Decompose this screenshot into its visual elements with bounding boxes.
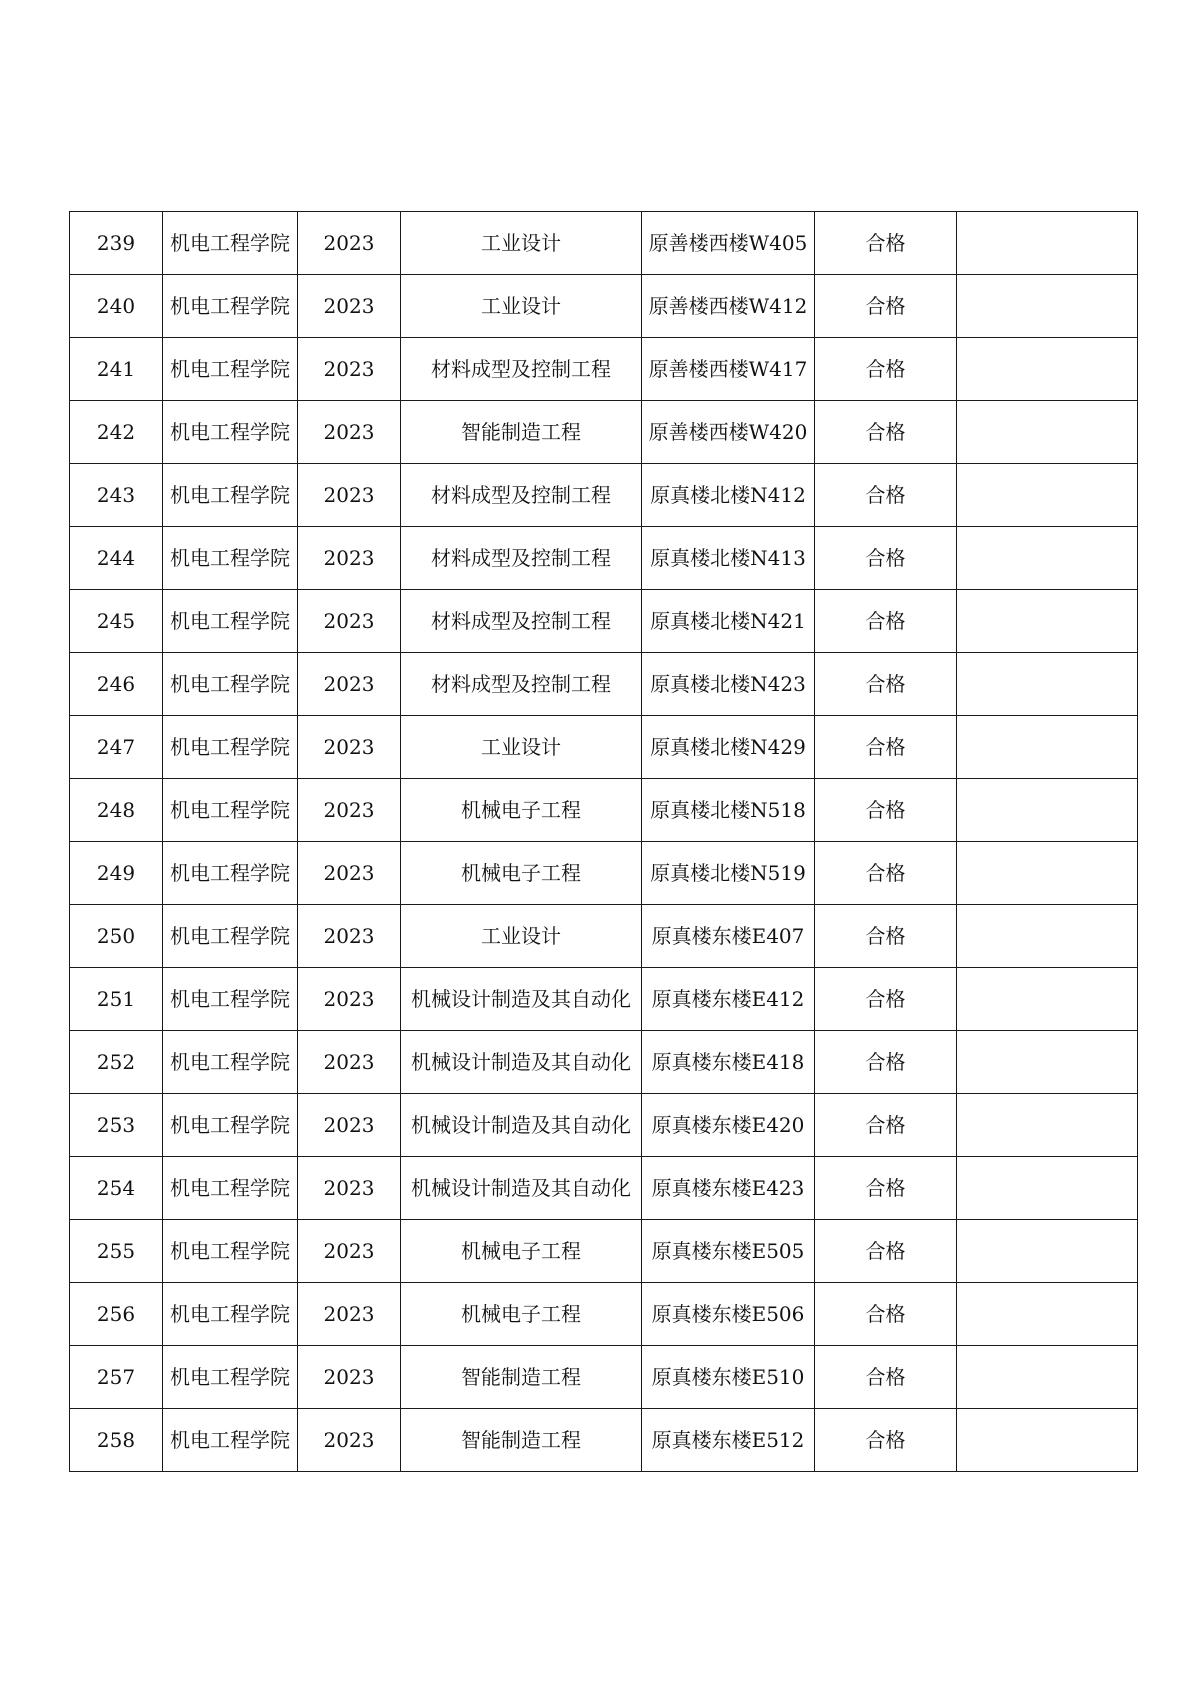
row-number-cell: 249 (70, 842, 163, 905)
major-cell: 机械电子工程 (401, 1220, 642, 1283)
result-cell: 合格 (815, 1283, 957, 1346)
college-cell: 机电工程学院 (163, 527, 298, 590)
result-cell: 合格 (815, 905, 957, 968)
row-number-cell: 258 (70, 1409, 163, 1472)
year-cell: 2023 (298, 275, 401, 338)
major-cell: 材料成型及控制工程 (401, 338, 642, 401)
room-cell: 原真楼北楼N413 (642, 527, 815, 590)
table-row (70, 1283, 1138, 1346)
row-number-cell: 246 (70, 653, 163, 716)
result-cell: 合格 (815, 968, 957, 1031)
note-cell (957, 1346, 1138, 1409)
table-row (70, 716, 1138, 779)
year-cell: 2023 (298, 338, 401, 401)
room-cell: 原真楼东楼E412 (642, 968, 815, 1031)
table-row (70, 1409, 1138, 1472)
table-row (70, 212, 1138, 275)
major-cell: 材料成型及控制工程 (401, 527, 642, 590)
room-cell: 原真楼东楼E418 (642, 1031, 815, 1094)
result-cell: 合格 (815, 590, 957, 653)
major-cell: 机械电子工程 (401, 842, 642, 905)
note-cell (957, 716, 1138, 779)
room-cell: 原真楼北楼N421 (642, 590, 815, 653)
row-number-cell: 254 (70, 1157, 163, 1220)
college-cell: 机电工程学院 (163, 968, 298, 1031)
major-cell: 智能制造工程 (401, 401, 642, 464)
college-cell: 机电工程学院 (163, 275, 298, 338)
year-cell: 2023 (298, 653, 401, 716)
result-cell: 合格 (815, 779, 957, 842)
note-cell (957, 464, 1138, 527)
major-cell: 材料成型及控制工程 (401, 464, 642, 527)
year-cell: 2023 (298, 464, 401, 527)
result-cell: 合格 (815, 275, 957, 338)
table-row (70, 338, 1138, 401)
room-cell: 原真楼东楼E510 (642, 1346, 815, 1409)
year-cell: 2023 (298, 1346, 401, 1409)
table-body (70, 212, 1138, 1472)
year-cell: 2023 (298, 905, 401, 968)
year-cell: 2023 (298, 1157, 401, 1220)
college-cell: 机电工程学院 (163, 716, 298, 779)
major-cell: 机械电子工程 (401, 779, 642, 842)
note-cell (957, 905, 1138, 968)
result-cell: 合格 (815, 1220, 957, 1283)
table-row (70, 464, 1138, 527)
year-cell: 2023 (298, 1409, 401, 1472)
row-number-cell: 241 (70, 338, 163, 401)
note-cell (957, 1157, 1138, 1220)
room-cell: 原善楼西楼W412 (642, 275, 815, 338)
row-number-cell: 255 (70, 1220, 163, 1283)
row-number-cell: 242 (70, 401, 163, 464)
table-row (70, 905, 1138, 968)
room-cell: 原真楼北楼N518 (642, 779, 815, 842)
note-cell (957, 968, 1138, 1031)
result-cell: 合格 (815, 212, 957, 275)
year-cell: 2023 (298, 527, 401, 590)
year-cell: 2023 (298, 842, 401, 905)
major-cell: 工业设计 (401, 212, 642, 275)
college-cell: 机电工程学院 (163, 1220, 298, 1283)
college-cell: 机电工程学院 (163, 1283, 298, 1346)
result-cell: 合格 (815, 1031, 957, 1094)
room-cell: 原真楼北楼N412 (642, 464, 815, 527)
table-row (70, 1346, 1138, 1409)
major-cell: 工业设计 (401, 716, 642, 779)
table-row (70, 590, 1138, 653)
room-cell: 原真楼东楼E512 (642, 1409, 815, 1472)
year-cell: 2023 (298, 1220, 401, 1283)
note-cell (957, 338, 1138, 401)
table-row (70, 1157, 1138, 1220)
row-number-cell: 247 (70, 716, 163, 779)
table-row (70, 842, 1138, 905)
row-number-cell: 240 (70, 275, 163, 338)
table-row (70, 1220, 1138, 1283)
room-cell: 原真楼东楼E505 (642, 1220, 815, 1283)
year-cell: 2023 (298, 1283, 401, 1346)
room-cell: 原善楼西楼W420 (642, 401, 815, 464)
college-cell: 机电工程学院 (163, 1409, 298, 1472)
college-cell: 机电工程学院 (163, 1031, 298, 1094)
room-cell: 原善楼西楼W417 (642, 338, 815, 401)
row-number-cell: 244 (70, 527, 163, 590)
college-cell: 机电工程学院 (163, 464, 298, 527)
college-cell: 机电工程学院 (163, 401, 298, 464)
major-cell: 机械设计制造及其自动化 (401, 1157, 642, 1220)
year-cell: 2023 (298, 716, 401, 779)
major-cell: 机械设计制造及其自动化 (401, 1031, 642, 1094)
note-cell (957, 212, 1138, 275)
room-cell: 原真楼东楼E407 (642, 905, 815, 968)
result-cell: 合格 (815, 527, 957, 590)
note-cell (957, 1283, 1138, 1346)
table-row (70, 275, 1138, 338)
table-row (70, 1031, 1138, 1094)
note-cell (957, 653, 1138, 716)
row-number-cell: 245 (70, 590, 163, 653)
row-number-cell: 243 (70, 464, 163, 527)
table-row (70, 779, 1138, 842)
result-cell: 合格 (815, 464, 957, 527)
college-cell: 机电工程学院 (163, 212, 298, 275)
row-number-cell: 248 (70, 779, 163, 842)
room-cell: 原真楼东楼E423 (642, 1157, 815, 1220)
major-cell: 智能制造工程 (401, 1409, 642, 1472)
note-cell (957, 1220, 1138, 1283)
college-cell: 机电工程学院 (163, 1094, 298, 1157)
major-cell: 机械设计制造及其自动化 (401, 1094, 642, 1157)
college-cell: 机电工程学院 (163, 779, 298, 842)
row-number-cell: 239 (70, 212, 163, 275)
note-cell (957, 590, 1138, 653)
year-cell: 2023 (298, 1094, 401, 1157)
note-cell (957, 1094, 1138, 1157)
major-cell: 材料成型及控制工程 (401, 590, 642, 653)
note-cell (957, 275, 1138, 338)
major-cell: 机械电子工程 (401, 1283, 642, 1346)
college-cell: 机电工程学院 (163, 1157, 298, 1220)
year-cell: 2023 (298, 779, 401, 842)
table-row (70, 1094, 1138, 1157)
note-cell (957, 527, 1138, 590)
row-number-cell: 257 (70, 1346, 163, 1409)
room-cell: 原真楼东楼E420 (642, 1094, 815, 1157)
dorm-inspection-table (69, 211, 1138, 1472)
note-cell (957, 779, 1138, 842)
note-cell (957, 1409, 1138, 1472)
result-cell: 合格 (815, 1346, 957, 1409)
room-cell: 原真楼北楼N429 (642, 716, 815, 779)
college-cell: 机电工程学院 (163, 590, 298, 653)
row-number-cell: 253 (70, 1094, 163, 1157)
room-cell: 原真楼东楼E506 (642, 1283, 815, 1346)
room-cell: 原善楼西楼W405 (642, 212, 815, 275)
note-cell (957, 1031, 1138, 1094)
room-cell: 原真楼北楼N423 (642, 653, 815, 716)
major-cell: 材料成型及控制工程 (401, 653, 642, 716)
result-cell: 合格 (815, 338, 957, 401)
college-cell: 机电工程学院 (163, 905, 298, 968)
major-cell: 工业设计 (401, 275, 642, 338)
room-cell: 原真楼北楼N519 (642, 842, 815, 905)
table-row (70, 968, 1138, 1031)
row-number-cell: 252 (70, 1031, 163, 1094)
row-number-cell: 250 (70, 905, 163, 968)
note-cell (957, 842, 1138, 905)
year-cell: 2023 (298, 968, 401, 1031)
table-row (70, 653, 1138, 716)
year-cell: 2023 (298, 401, 401, 464)
table-row (70, 401, 1138, 464)
note-cell (957, 401, 1138, 464)
table-row (70, 527, 1138, 590)
year-cell: 2023 (298, 212, 401, 275)
result-cell: 合格 (815, 716, 957, 779)
major-cell: 智能制造工程 (401, 1346, 642, 1409)
major-cell: 机械设计制造及其自动化 (401, 968, 642, 1031)
college-cell: 机电工程学院 (163, 653, 298, 716)
result-cell: 合格 (815, 401, 957, 464)
row-number-cell: 256 (70, 1283, 163, 1346)
result-cell: 合格 (815, 1094, 957, 1157)
row-number-cell: 251 (70, 968, 163, 1031)
college-cell: 机电工程学院 (163, 842, 298, 905)
year-cell: 2023 (298, 1031, 401, 1094)
result-cell: 合格 (815, 1409, 957, 1472)
college-cell: 机电工程学院 (163, 338, 298, 401)
result-cell: 合格 (815, 842, 957, 905)
college-cell: 机电工程学院 (163, 1346, 298, 1409)
year-cell: 2023 (298, 590, 401, 653)
major-cell: 工业设计 (401, 905, 642, 968)
result-cell: 合格 (815, 1157, 957, 1220)
result-cell: 合格 (815, 653, 957, 716)
